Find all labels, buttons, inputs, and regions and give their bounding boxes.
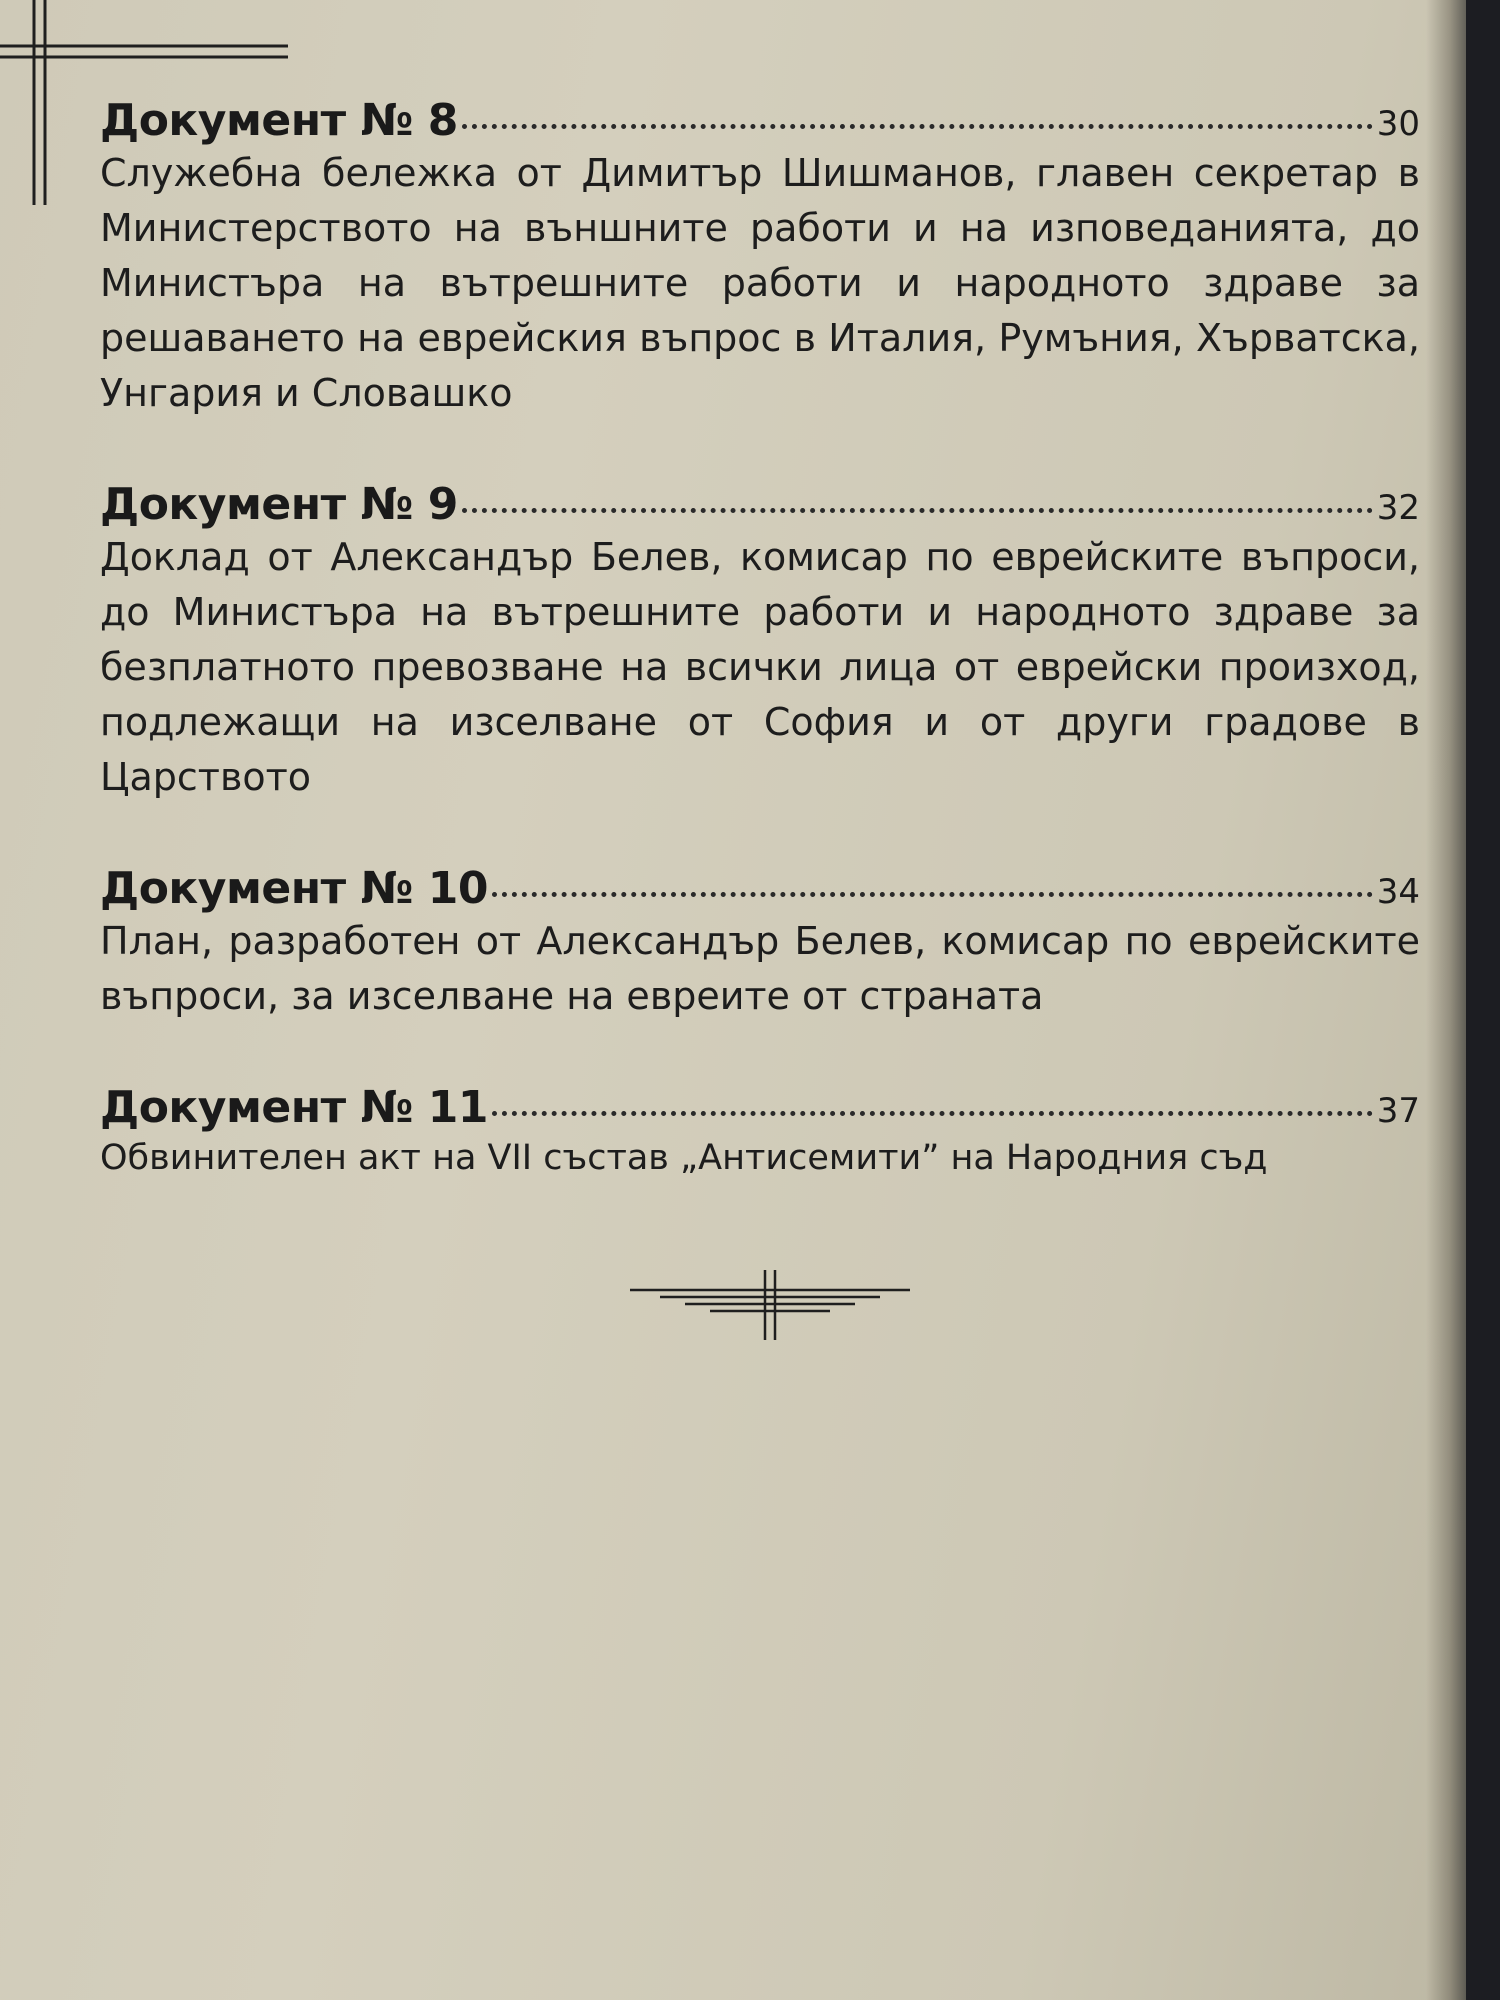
dot-leader <box>492 892 1373 897</box>
page-number: 30 <box>1376 104 1420 144</box>
table-of-contents <box>100 95 1420 1241</box>
toc-entry-header <box>100 863 1420 914</box>
toc-entry-header <box>100 479 1420 530</box>
document-description: Доклад от Александър Белев, комисар по еврейските въпроси, до Министъра на вътрешните работи и народното здраве за безплатното превозване на всички лица от еврейски произход, подлежащи на изселване от София и от други градове в Царството <box>100 535 1420 799</box>
document-description: Обвинителен акт на VII състав „Антисемити” на Народния съд <box>100 1138 1268 1178</box>
toc-entry-header <box>100 95 1420 146</box>
dot-leader <box>462 124 1373 129</box>
document-title: Документ № 11 <box>100 1082 488 1133</box>
page-number: 34 <box>1376 872 1420 912</box>
document-description: План, разработен от Александър Белев, комисар по еврейските въпроси, за изселване на евреите от страната <box>100 919 1420 1018</box>
dot-leader <box>462 508 1373 513</box>
document-title: Документ № 8 <box>100 95 458 146</box>
toc-entry-9[interactable] <box>100 479 1420 805</box>
toc-entry-11[interactable] <box>100 1082 1420 1183</box>
section-divider-ornament <box>630 1270 910 1340</box>
document-title: Документ № 10 <box>100 863 488 914</box>
page-number: 32 <box>1376 488 1420 528</box>
document-title: Документ № 9 <box>100 479 458 530</box>
book-spine-shadow <box>1426 0 1466 2000</box>
dot-leader <box>492 1111 1373 1116</box>
toc-entry-10[interactable] <box>100 863 1420 1024</box>
toc-entry-header <box>100 1082 1420 1133</box>
document-description: Служебна бележка от Димитър Шишманов, главен секретар в Министерството на външните работи и на изповеданията, до Министъра на вътрешните работи и народното здраве за решаването на еврейския въпрос в Италия, Румъния, Хърватска, Унгария и Словашко <box>100 151 1420 415</box>
toc-entry-8[interactable] <box>100 95 1420 421</box>
page-number: 37 <box>1376 1091 1420 1131</box>
